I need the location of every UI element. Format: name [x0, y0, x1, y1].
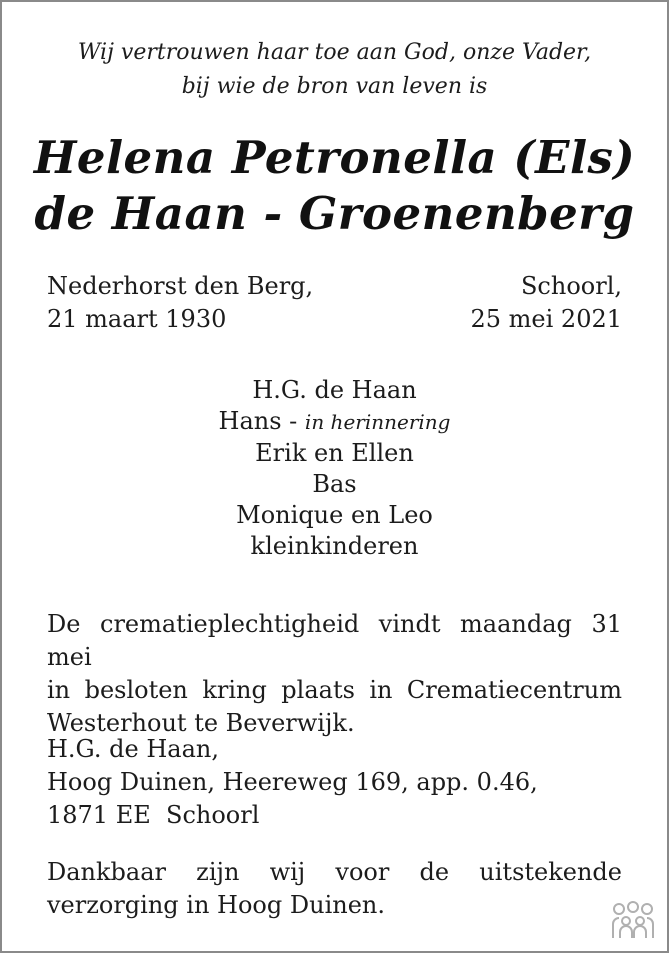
family-member — [0, 406, 669, 438]
thanks-paragraph — [47, 856, 622, 922]
deceased-name — [0, 130, 669, 242]
name-line-2: de Haan - Groenenberg — [34, 187, 635, 240]
name-line-1: Helena Petronella (Els) — [33, 131, 636, 184]
family-member: Monique en Leo — [236, 501, 433, 529]
family-people-icon — [610, 900, 656, 940]
birth-date: 21 maart 1930 — [47, 305, 227, 333]
ceremony-line-2: in besloten kring plaats in Crematiecentrum — [47, 676, 622, 704]
verse-line-2: bij wie de bron van leven is — [181, 74, 488, 99]
death-date: 25 mei 2021 — [470, 305, 622, 333]
birth-place: Nederhorst den Berg, — [47, 272, 314, 300]
birth-info — [47, 270, 313, 336]
family-member: Bas — [312, 470, 357, 498]
thanks-line-1: Dankbaar zijn wij voor de uitstekende — [47, 858, 622, 886]
death-place: Schoorl, — [520, 272, 622, 300]
death-info — [470, 270, 622, 336]
family-member: Erik en Ellen — [255, 439, 414, 467]
correspondence-address — [47, 733, 622, 832]
ceremony-line-1: De crematieplechtigheid vindt maandag 31 mei — [47, 610, 622, 671]
family-member-name: Hans - — [218, 407, 298, 435]
verse-line-1: Wij vertrouwen haar toe aan God, onze Vader, — [77, 40, 592, 65]
address-line-1: H.G. de Haan, — [47, 735, 219, 763]
family-member: H.G. de Haan — [252, 376, 417, 404]
ceremony-line-3: Westerhout te Beverwijk. — [47, 709, 355, 737]
family-member: kleinkinderen — [250, 532, 419, 560]
thanks-line-2: verzorging in Hoog Duinen. — [47, 891, 385, 919]
remembrance-note: in herinnering — [304, 410, 451, 434]
verse — [0, 36, 669, 104]
address-line-2: Hoog Duinen, Heereweg 169, app. 0.46, — [47, 768, 538, 796]
address-line-3: 1871 EE Schoorl — [47, 801, 260, 829]
family-list — [0, 375, 669, 562]
ceremony-paragraph — [47, 608, 622, 740]
